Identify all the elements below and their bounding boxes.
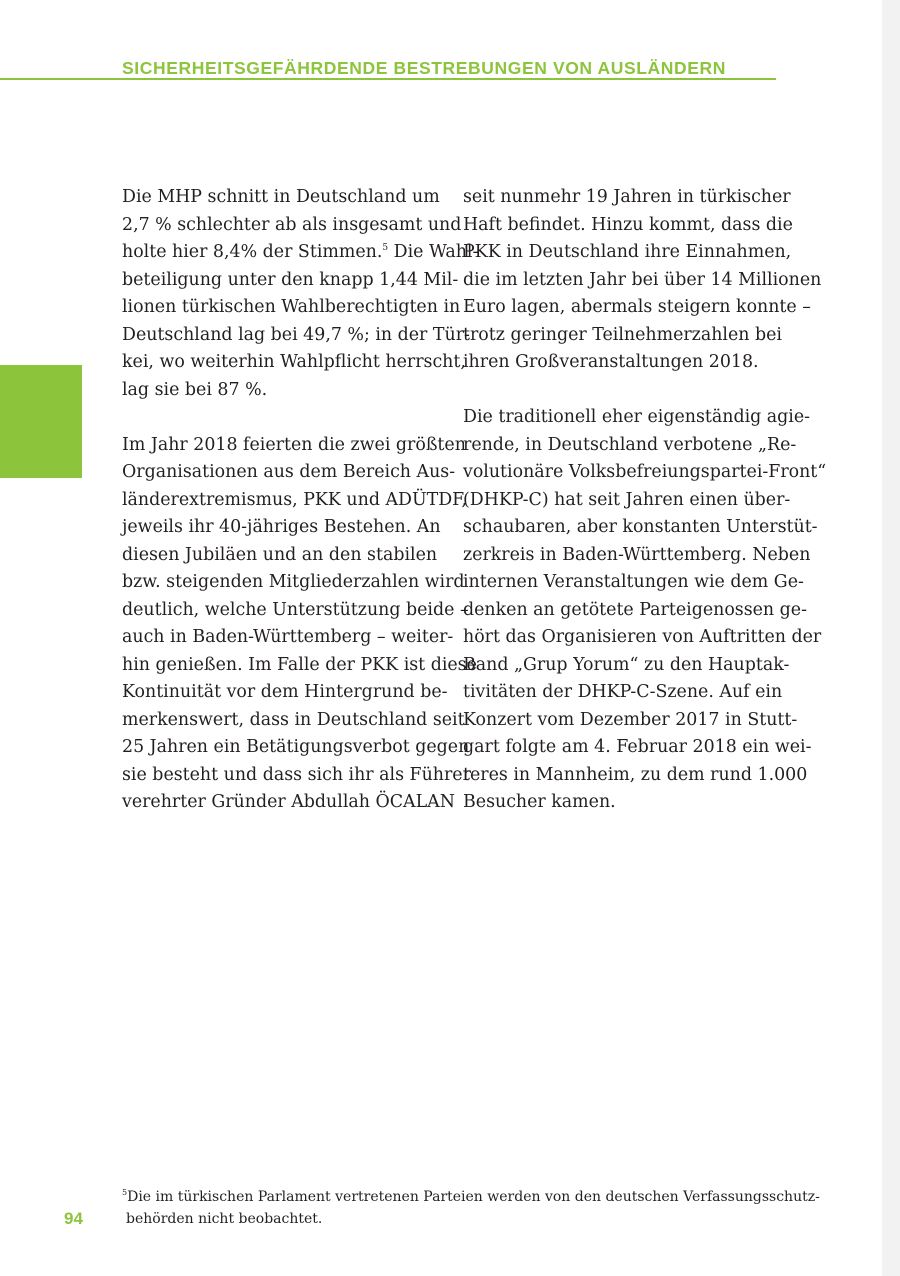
text-line: tivitäten der DHKP-C-Szene. Auf ein [463, 682, 783, 702]
text-line: hin genießen. Im Falle der PKK ist diese [122, 654, 477, 675]
text-line: die im letzten Jahr bei über 14 Millionen [463, 269, 822, 290]
text-line: Die MHP schnitt in Deutschland um [122, 187, 440, 207]
text-line: rende, in Deutschland verbotene „Re- [463, 434, 797, 455]
text-line: Organisationen aus dem Bereich Aus- [122, 462, 456, 482]
right-text-column [463, 184, 827, 817]
text-line: Haft befindet. Hinzu kommt, dass die [463, 214, 793, 235]
footnote-line [122, 1186, 820, 1208]
footnote [122, 1186, 820, 1230]
text-line: diesen Jubiläen und an den stabilen [122, 544, 438, 565]
footnote-text: Die im türkischen Parlament vertretenen Parteien werden von den deutschen Verfassungsschutz- [127, 1189, 820, 1205]
text-line: schaubaren, aber konstanten Unterstüt- [463, 517, 818, 537]
text-line: länderextremismus, PKK und ADÜTDF, [122, 489, 468, 510]
text-line: trotz geringer Teilnehmerzahlen bei [463, 324, 782, 345]
paragraph-gap [122, 404, 434, 432]
text-line: bzw. steigenden Mitgliederzahlen wird [122, 572, 465, 592]
left-text-column [122, 184, 479, 817]
header-rule [0, 78, 776, 80]
page-number: 94 [64, 1209, 83, 1228]
text-line [122, 239, 479, 267]
text-line: volutionäre Volksbefreiungspartei-Front“ [463, 462, 827, 482]
text-line: lag sie bei 87 %. [122, 379, 268, 400]
text-line: jeweils ihr 40-jähriges Bestehen. An [122, 517, 441, 537]
text-line: auch in Baden-Württemberg – weiter- [122, 627, 454, 647]
text-line: kei, wo weiterhin Wahlpflicht herrscht, [122, 352, 466, 372]
text-line: beteiligung unter den knapp 1,44 Mil- [122, 269, 459, 290]
text-line: seit nunmehr 19 Jahren in türkischer [463, 187, 791, 207]
text-line: Die traditionell eher eigenständig agie- [463, 407, 811, 427]
text-line: Euro lagen, abermals steigern konnte – [463, 297, 811, 317]
text-line: Deutschland lag bei 49,7 %; in der Tür- [122, 324, 470, 345]
text-fragment: Die Wahl- [388, 242, 479, 262]
paragraph-gap [463, 377, 775, 405]
footnote-reference: 5 [382, 243, 389, 253]
text-line: zerkreis in Baden-Württemberg. Neben [463, 544, 811, 565]
text-line: Konzert vom Dezember 2017 in Stutt- [463, 709, 798, 730]
text-line: 25 Jahren ein Betätigungsverbot gegen [122, 737, 470, 757]
page-edge-strip [882, 0, 900, 1276]
text-line: Besucher kamen. [463, 792, 616, 812]
text-line: merkenswert, dass in Deutschland seit [122, 709, 465, 730]
text-line: denken an getötete Parteigenossen ge- [463, 599, 807, 620]
text-line: 2,7 % schlechter ab als insgesamt und [122, 214, 462, 235]
footnote-marker: 5 [122, 1188, 128, 1197]
text-line: teres in Mannheim, zu dem rund 1.000 [463, 764, 808, 785]
text-line: ihren Großveranstaltungen 2018. [463, 352, 759, 372]
text-line: lionen türkischen Wahlberechtigten in [122, 297, 461, 317]
text-line: Im Jahr 2018 feierten die zwei größten [122, 434, 466, 455]
text-line: internen Veranstaltungen wie dem Ge- [463, 572, 804, 592]
text-line: Band „Grup Yorum“ zu den Hauptak- [463, 654, 790, 675]
text-line: sie besteht und dass sich ihr als Führer [122, 764, 471, 785]
text-line: gart folgte am 4. Februar 2018 ein wei- [463, 737, 812, 757]
chapter-tab-marker [0, 365, 82, 478]
text-line: deutlich, welche Unterstützung beide – [122, 599, 469, 620]
text-line: Kontinuität vor dem Hintergrund be- [122, 682, 448, 702]
text-line: PKK in Deutschland ihre Einnahmen, [463, 242, 792, 262]
text-line: hört das Organisieren von Auftritten der [463, 627, 822, 647]
running-header-title: SICHERHEITSGEFÄHRDENDE BESTREBUNGEN VON AUSLÄNDERN [122, 58, 726, 78]
footnote-line: behörden nicht beobachtet. [126, 1211, 323, 1227]
text-line: verehrter Gründer Abdullah ÖCALAN [122, 792, 455, 812]
text-fragment: holte hier 8,4% der Stimmen. [122, 242, 383, 262]
text-line: (DHKP-C) hat seit Jahren einen über- [463, 489, 791, 510]
